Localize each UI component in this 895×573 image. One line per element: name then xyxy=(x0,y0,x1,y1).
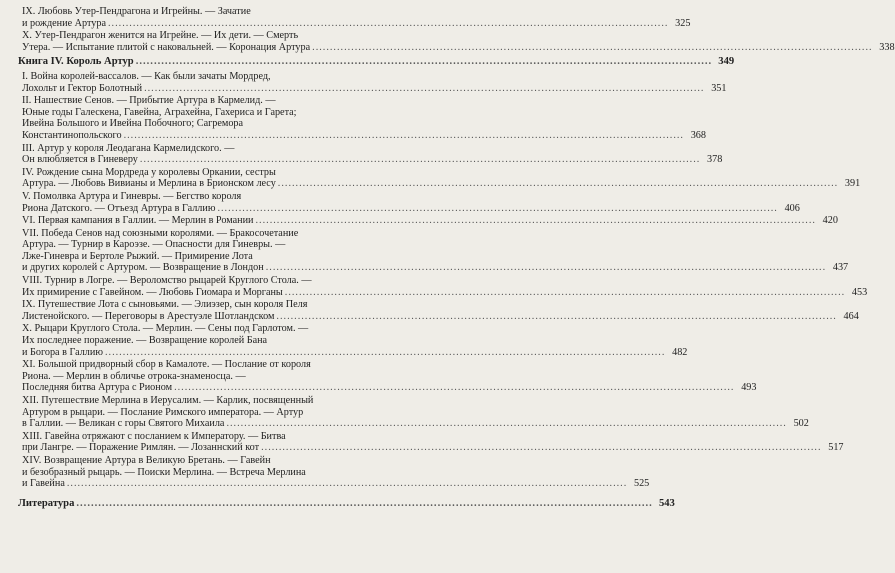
toc-line xyxy=(22,478,650,490)
toc-line-text: X. Утер-Пендрагон женится на Игрейне. — Их дети. — Смерть xyxy=(22,30,299,42)
dot-leader xyxy=(312,42,872,54)
toc-line-text: VIII. Турнир в Логре. — Вероломство рыцарей Круглого Стола. — xyxy=(22,275,312,287)
toc-page-number: 351 xyxy=(711,82,727,94)
dot-leader xyxy=(256,215,816,227)
toc-line xyxy=(22,418,809,430)
toc-page-number: 368 xyxy=(690,129,706,141)
dot-leader xyxy=(278,178,838,190)
toc-page-number: 325 xyxy=(675,17,691,29)
dot-leader xyxy=(261,442,821,454)
toc-line-text: Литература xyxy=(18,497,75,509)
toc-line-text: в Галлии. — Великан с горы Святого Михаила xyxy=(22,418,225,430)
dot-leader xyxy=(174,382,734,394)
toc-line-text: Последняя битва Артура с Рионом xyxy=(22,382,173,394)
toc-line xyxy=(22,17,691,30)
toc-page-number: 493 xyxy=(741,382,757,394)
toc-line-text: VI. Первая кампания в Галлии. — Мерлин в Романии xyxy=(22,215,254,227)
dot-leader xyxy=(285,287,845,299)
toc-line xyxy=(22,442,844,454)
toc-line xyxy=(22,262,849,274)
toc-line-text: Он влюбляется в Гиневеру xyxy=(22,154,138,166)
toc-page-number: 437 xyxy=(832,262,849,274)
toc-line-text: и Богора в Галлию xyxy=(22,346,103,358)
toc-chapter-entry[interactable] xyxy=(18,323,688,358)
toc-page-number: 406 xyxy=(784,202,800,214)
toc-line-text: VII. Победа Сенов над союзными королями. — Бракосочетание xyxy=(22,227,299,239)
toc-line-text: II. Нашествие Сенов. — Прибытие Артура в Кармелид. — xyxy=(22,95,276,107)
toc-chapter-entry[interactable] xyxy=(18,190,800,214)
toc-line-text: V. Помолвка Артура и Гиневры. — Бегство короля xyxy=(22,190,242,202)
toc-line-text: Лже-Гиневра и Бертоле Рыжий. — Примирение Лота xyxy=(22,250,253,262)
toc-line xyxy=(22,178,861,190)
toc-line-text: XIII. Гавейна отряжают с посланием к Императору. — Битва xyxy=(22,430,286,442)
dot-leader xyxy=(226,418,786,430)
table-of-contents xyxy=(18,6,895,509)
toc-chapter-entry[interactable] xyxy=(18,227,849,274)
toc-line-text: IX. Любовь Утер-Пендрагона и Игрейны. — Зачатие xyxy=(22,6,251,17)
toc-line xyxy=(22,41,895,54)
toc-line-text: I. Война королей-вассалов. — Как были зачаты Мордред, xyxy=(22,70,271,82)
toc-chapter-entry[interactable] xyxy=(18,454,650,490)
toc-line-text: при Лангре. — Поражение Римлян. — Лозаннский кот xyxy=(22,442,260,454)
toc-page-number: 482 xyxy=(672,346,688,358)
toc-line-text: IX. Путешествие Лота с сыновьями. — Элиэзер, сын короля Пеля xyxy=(22,299,308,311)
toc-chapter-entry[interactable] xyxy=(18,359,757,394)
toc-chapter-entry[interactable] xyxy=(18,142,723,166)
dot-leader xyxy=(217,203,777,215)
toc-line-text: X. Рыцари Круглого Стола. — Мерлин. — Сены под Гарлотом. — xyxy=(22,323,309,335)
toc-chapter-entry[interactable] xyxy=(18,395,809,430)
toc-line-text: Риона Датского. — Отъезд Артура в Галлию xyxy=(22,202,216,214)
toc-chapter-entry[interactable] xyxy=(18,6,691,29)
toc-line-text: Артуром в рыцари. — Послание Римского императора. — Артур xyxy=(22,406,304,418)
toc-line-text: Юные годы Галескена, Гавейна, Аграхейна, Гахериса и Гарета; xyxy=(22,106,297,118)
toc-line-text: Их последнее поражение. — Возвращение королей Бана xyxy=(22,335,268,347)
toc-line xyxy=(22,346,688,359)
toc-line-text: Константинопольского xyxy=(22,129,122,141)
toc-page-number: 338 xyxy=(879,41,895,53)
toc-line-text: Листенойского. — Переговоры в Арестуэле Шотландском xyxy=(22,310,275,322)
toc-chapter-entry[interactable] xyxy=(18,166,861,190)
toc-line-text: III. Артур у короля Леодагана Кармелидского. — xyxy=(22,142,235,154)
toc-page-number: 525 xyxy=(633,478,650,490)
toc-chapter-entry[interactable] xyxy=(18,299,859,322)
toc-line-text: Их примирение с Гавейном. — Любовь Гиомара и Морганы xyxy=(22,286,283,298)
toc-chapter-entry[interactable] xyxy=(18,275,868,298)
toc-chapter-entry[interactable] xyxy=(18,95,706,141)
dot-leader xyxy=(140,154,700,166)
dot-leader xyxy=(266,262,826,274)
toc-line-text: Артура. — Турнир в Кароэзе. — Опасности для Гиневры. — xyxy=(22,239,286,251)
dot-leader xyxy=(144,83,704,95)
toc-page-number: 502 xyxy=(793,418,809,430)
toc-line-text: XI. Большой придворный сбор в Камалоте. — Послание от короля xyxy=(22,359,311,371)
toc-chapter-entry[interactable] xyxy=(18,215,838,227)
toc-page-number: 543 xyxy=(658,497,675,509)
toc-line-text: IV. Рождение сына Мордреда у королевы Оркании, сестры xyxy=(22,166,276,178)
toc-book-heading[interactable] xyxy=(18,56,735,68)
toc-line-text: Артура. — Любовь Вивианы и Мерлина в Брионском лесу xyxy=(22,178,276,190)
toc-line-text: и рождение Артура xyxy=(22,17,106,29)
toc-line xyxy=(22,202,800,215)
toc-line-text: Книга IV. Король Артур xyxy=(18,56,134,68)
toc-line xyxy=(22,154,723,166)
dot-leader xyxy=(105,347,665,359)
toc-line-text: и других королей с Артуром. — Возвращение в Лондон xyxy=(22,262,264,274)
toc-page-number: 420 xyxy=(822,215,838,227)
dot-leader xyxy=(108,18,668,30)
toc-line xyxy=(22,215,838,227)
toc-line-text: Лохольт и Гектор Болотный xyxy=(22,82,143,94)
toc-chapter-entry[interactable] xyxy=(18,70,727,94)
toc-page-number: 378 xyxy=(707,154,723,166)
toc-line xyxy=(22,286,868,299)
dot-leader xyxy=(276,311,836,323)
toc-line-text: и Гавейна xyxy=(22,478,65,490)
toc-line xyxy=(22,382,757,394)
toc-line-text: и безобразный рыцарь. — Поиски Мерлина. — Встреча Мерлина xyxy=(22,466,306,478)
dot-leader xyxy=(76,498,652,510)
toc-line xyxy=(18,497,675,510)
toc-chapter-entry[interactable] xyxy=(18,430,844,454)
toc-line xyxy=(22,82,727,95)
toc-line-text: Риона. — Мерлин в обличье отрока-знаменосца. — xyxy=(22,370,246,382)
toc-literature-entry[interactable] xyxy=(18,497,675,510)
dot-leader xyxy=(124,130,684,142)
toc-page-number: 391 xyxy=(844,178,861,190)
toc-page-number: 517 xyxy=(828,442,844,454)
toc-line-text: XII. Путешествие Мерлина в Иерусалим. — Карлик, посвященный xyxy=(22,395,314,406)
toc-line-text: Утера. — Испытание плитой с наковальней. — Коронация Артура xyxy=(22,41,311,53)
toc-line xyxy=(22,310,859,323)
toc-page-number: 464 xyxy=(843,310,859,322)
toc-page-number: 349 xyxy=(718,56,735,68)
toc-line-text: Ивейна Большого и Ивейна Побочного; Сагремора xyxy=(22,118,244,130)
dot-leader xyxy=(67,478,627,490)
dot-leader xyxy=(136,56,712,68)
toc-line xyxy=(18,56,735,68)
toc-page-number: 453 xyxy=(851,286,868,298)
toc-line-text: XIV. Возвращение Артура в Великую Бретань. — Гавейн xyxy=(22,454,271,466)
toc-line xyxy=(22,129,706,142)
toc-chapter-entry[interactable] xyxy=(18,30,895,53)
